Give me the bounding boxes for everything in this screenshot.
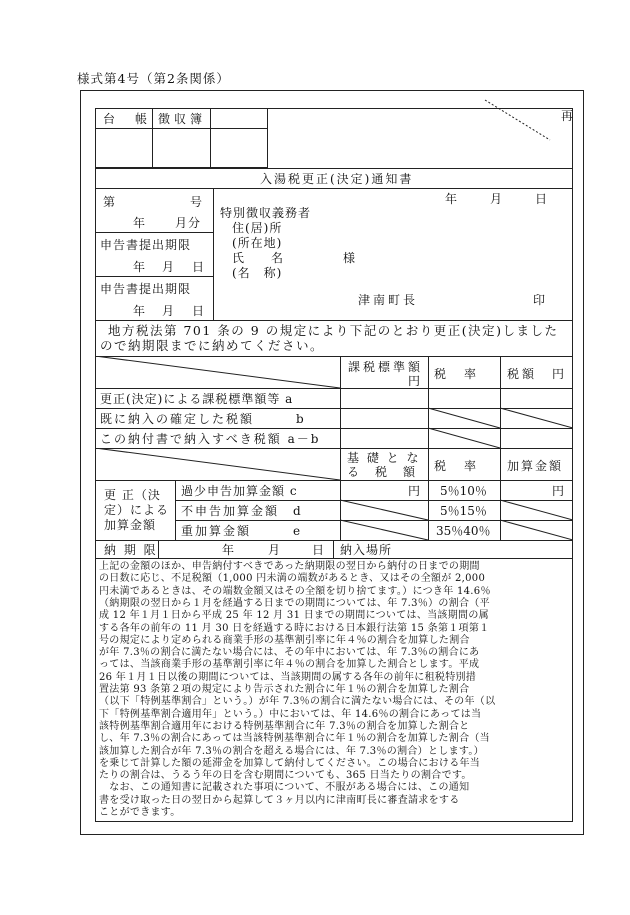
group-label-2: 定）による bbox=[104, 503, 170, 517]
table2-header-base-1: 基 礎 と な bbox=[347, 451, 421, 465]
notes-line: 該特例基準割合適用年における特例基準割合に年 7.3％の割合を加算した割合と bbox=[99, 720, 470, 732]
filing-day-2: 日 bbox=[192, 304, 206, 318]
group-label-3: 加算金額 bbox=[104, 518, 157, 532]
collection-book-label: 徴収簿 bbox=[158, 112, 207, 126]
table2-row-c-unit: 円 bbox=[408, 484, 422, 498]
re-mark: 再 bbox=[561, 109, 575, 123]
table2-header-rate: 税 率 bbox=[434, 459, 480, 473]
filing-day-1: 日 bbox=[192, 260, 206, 274]
issue-year: 年 bbox=[445, 192, 459, 206]
filing-deadline-label-1: 申告書提出期限 bbox=[100, 238, 192, 252]
form-number: 様式第4号（第2条関係） bbox=[77, 71, 230, 86]
notes-line: なお、この通知書に記載された事項について、不服がある場合には、この通知 bbox=[99, 782, 470, 794]
filing-month-2: 月 bbox=[162, 304, 176, 318]
seal-mark: 印 bbox=[533, 293, 547, 307]
notice-title: 入湯税更正(決定)通知書 bbox=[260, 172, 414, 186]
due-day: 日 bbox=[312, 543, 326, 557]
table1-header-rate: 税 率 bbox=[434, 367, 480, 381]
payment-place-label: 納入場所 bbox=[340, 543, 393, 557]
table2-diagonals bbox=[95, 448, 573, 540]
notes-line: 置法第 93 条第２項の規定により告示された割合に年１％の割合を加算した割合 bbox=[99, 684, 470, 695]
name-label: 氏 名 bbox=[232, 251, 285, 265]
table2-row-d: 不申告加算金額 d bbox=[181, 504, 303, 518]
table1-header-yen: 円 bbox=[408, 374, 422, 388]
month-portion-label: 月分 bbox=[175, 216, 202, 230]
ledger-label: 台 帳 bbox=[103, 112, 152, 126]
issuer-name: 津南町長 bbox=[358, 293, 419, 307]
notes-line: 下「特例基準割合適用年」という。）中においては、年 14.6％の割合にあっては当 bbox=[99, 708, 482, 720]
address-label: 住(居)所 bbox=[232, 221, 283, 235]
table2-row-c-amount-unit: 円 bbox=[552, 484, 566, 498]
location-label: (所在地) bbox=[232, 236, 283, 250]
issue-day: 日 bbox=[535, 192, 549, 206]
company-name-label: (名 称) bbox=[232, 266, 283, 280]
filing-month-1: 月 bbox=[162, 260, 176, 274]
notes-line: 該加算した割合が年 7.3％の割合を超える場合には、年 7.3％の割合）とします。） bbox=[99, 745, 484, 757]
notes-line: （以下「特例基準割合」という。）が年 7.3％の割合に満たない場合には、その年（以 bbox=[99, 696, 496, 708]
table2-header-amount: 加算金額 bbox=[507, 459, 564, 473]
notes-line: を乗じて計算した額の延滞金を加算して納付してください。この場合における年当 bbox=[99, 757, 481, 769]
notes-line: っては、当該商業手形の基準割引率に年４％の割合を加算した割合とします。平成 bbox=[99, 659, 480, 671]
table2-row-c-rate: 5％10％ bbox=[440, 484, 487, 498]
due-year: 年 bbox=[222, 543, 236, 557]
cut-line bbox=[480, 95, 580, 155]
table1-row-b: 既に納入の確定した税額 b bbox=[100, 412, 306, 426]
table1-row-a: 更正(決定)による課税標準額等 a bbox=[100, 392, 294, 406]
honorific: 様 bbox=[343, 251, 357, 265]
filing-year-1: 年 bbox=[133, 260, 147, 274]
notes-line: し、年 7.3％の割合にあっては当該特例基準割合に年１％の割合を加算した割合（当 bbox=[99, 733, 490, 745]
notes-line: 号の規定により定められる商業手形の基準割引率に年４％の割合を加算した割合 bbox=[99, 634, 470, 646]
notes-line: 書を受け取った日の翌日から起算して３ヶ月以内に津南町長に審査請求をする bbox=[99, 794, 460, 806]
filing-year-2: 年 bbox=[133, 304, 147, 318]
notes-line: ことができます。 bbox=[99, 807, 181, 818]
notes-line: が年 7.3％の割合に満たない場合には、その年中においては、年 7.3％の割合にあ bbox=[99, 647, 480, 659]
due-month: 月 bbox=[268, 543, 282, 557]
table1-row-ab: この納付書で納入すべき税額 a－b bbox=[100, 432, 321, 446]
notes-line: する各年の前年の 11 月 30 日を経過する時における日本銀行法第 15 条第１項第１ bbox=[99, 622, 490, 634]
due-date-label: 納 期 限 bbox=[104, 543, 158, 557]
notes-line: 上記の金額のほか、申告納付すべきであった納期限の翌日から納付の日までの期間 bbox=[99, 561, 480, 572]
collector-label: 特別徴収義務者 bbox=[220, 206, 312, 220]
intro-line-1: 地方税法第 701 条の 9 の規定により下記のとおり更正(決定)しました bbox=[108, 323, 559, 338]
table2-row-d-rate: 5％15％ bbox=[440, 504, 487, 518]
filing-deadline-label-2: 申告書提出期限 bbox=[100, 282, 192, 296]
table2-header-base-2: る 税 額 bbox=[347, 465, 418, 479]
table2-row-e-rate: 35％40％ bbox=[436, 524, 491, 538]
notes-line: 26 年１月１日以後の期間については、当該期間の属する各年の前年に租税特別措 bbox=[99, 671, 477, 683]
notes-line: の日数に応じ、不足税額（1,000 円未満の端数があるとき、又はその全額が 2,000 bbox=[99, 573, 486, 585]
number-suffix: 号 bbox=[190, 195, 204, 209]
table1-header-tax: 税額 円 bbox=[507, 367, 568, 381]
table2-row-c: 過少申告加算金額 c bbox=[181, 484, 298, 498]
table2-row-e: 重加算金額 e bbox=[181, 524, 303, 538]
notes-line: たりの割合は、うるう年の日を含む期間についても、365 日当たりの割合です。 bbox=[99, 770, 472, 782]
group-label-1: 更 正（決 bbox=[104, 488, 161, 502]
table1-header-base: 課税標準額 bbox=[348, 360, 424, 374]
notes-line: 円未満であるときは、その端数金額又はその全額を切り捨てます。）につき年 14.6％ bbox=[99, 585, 491, 597]
issue-month: 月 bbox=[490, 192, 504, 206]
notes-line: （納期限の翌日から１月を経過する日までの期間については、年 7.3％）の割合（平 bbox=[99, 597, 490, 609]
intro-line-2: ので納期限までに納めてください。 bbox=[100, 338, 325, 353]
number-prefix: 第 bbox=[103, 195, 117, 209]
year-label: 年 bbox=[133, 216, 147, 230]
notes-line: 成 12 年１月１日から平成 25 年 12 月 31 日までの期間については、当該期間の属 bbox=[99, 610, 489, 622]
